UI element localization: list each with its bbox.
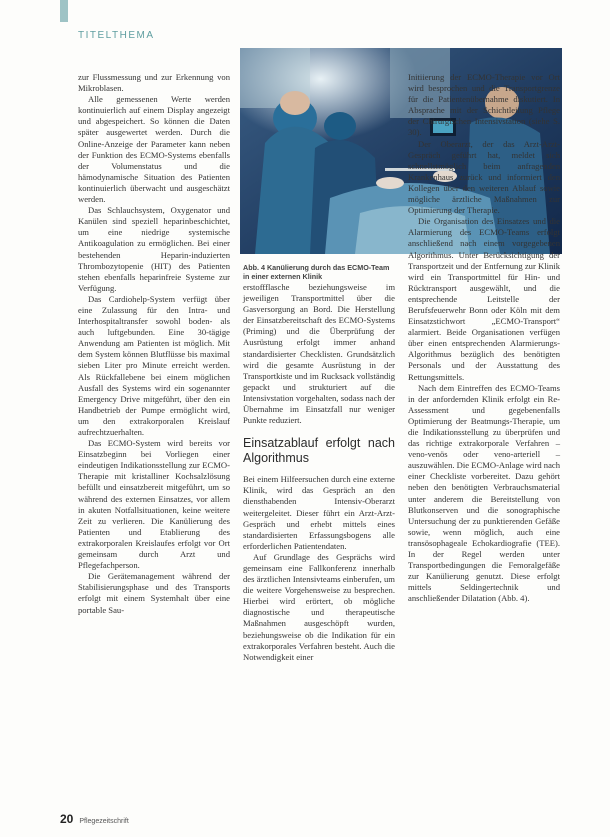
paragraph: erstoffflasche beziehungsweise im jeweiligen Transportmittel über die Gasversorgung an Bord. Die Herstellung der Einsatzbereitschaft des ECMO-Systems (Priming) und die Überprüfung der Ausrüstung erfolgt immer anhand standardisierter Checklisten. Grundsätzlich wird die gesamte Ausrüstung in der Transportkiste und im Rucksack vollständig gepackt und strukturiert auf die Intensivstation vorgehalten, sodass nach der Übernahme im Einsatzfall nur weniger Punkte reduziert.: [243, 282, 395, 426]
page-footer: [60, 812, 129, 826]
text-column-2: [243, 282, 395, 663]
paragraph: Auf Grundlage des Gesprächs wird gemeinsam eine Fallkonferenz innerhalb des ärztlichen Intensivteams einberufen, um die weitere Vorgehensweise zu besprechen. Hierbei wird erörtert, ob mögliche diagnostische und therapeutische Maßnahmen ausgeschöpft wurden, beziehungsweise ob die Indikation für ein extrakorporales Verfahren besteht. Auch die Notwendigkeit einer: [243, 551, 395, 662]
header-accent-bar: [60, 0, 68, 22]
figure-caption: Abb. 4 Kanülierung durch das ECMO-Team in einer externen Klinik: [243, 263, 390, 281]
section-heading: Einsatzablauf erfolgt nach Algorithmus: [243, 436, 395, 466]
paragraph: Die Organisation des Einsatzes und die Alarmierung des ECMO-Teams erfolgt anschließend nach einem vorgegebenen Algorithmus. Unter Berücksichtigung der Transportzeit und der Entfernung zur Klinik wird ein Transportmittel für Hin- und Rücktransport ausgewählt, und die entsprechende Leitstelle der Berufsfeuerwehr Bonn oder Köln mit dem Einsatzstichwort „ECMO-Transport“ alarmiert. Beide Organisationen verfügen über einen entsprechenden Alarmierungs-Algorithmus bezüglich des benötigten Personals und der Ausstattung des Rettungsmittels.: [408, 216, 560, 382]
paragraph: Nach dem Eintreffen des ECMO-Teams in der anfordernden Klinik erfolgt ein Re-Assessment und gegebenenfalls Optimierung der Beatmungs-Therapie, um die Indikationsstellung zu überprüfen und das richtige extrakorporale Verfahren – veno-venös oder veno-arteriell – auszuwählen. Die ECMO-Anlage wird nach einer Checkliste vorbereitet. Dazu gehört neben den benötigten Verbrauchsmaterial unter anderem die Bereitstellung von Blutkonserven und die sonographische Untersuchung der zu punktierenden Gefäße sowie, wenn möglich, auch eine transösophageale Echokardiografie (TEE). In der Regel werden unter Transportbedingungen die Femoralgefäße zur Kanülierung genutzt. Diese erfolgt mittels Seldingertechnik und anschließender Dilatation (Abb. 4).: [408, 382, 561, 604]
paragraph: Die Gerätemanagement während der Stabilisierungsphase und des Transports erfolgt mit einem Systemhalt über eine portable Sau-: [78, 571, 230, 615]
paragraph: Initiierung der ECMO-Therapie vor Ort wird besprochen und die Transportgrenze für die Patientenübernahme diskutiert. In Absprache mit der Schichtleitung Pflege der Chirurgischen Intensivstation (siehe S. 30).: [408, 72, 560, 138]
paragraph: Alle gemessenen Werte werden kontinuierlich auf einem Display angezeigt und abgespeichert. So können die Daten später ausgewertet werden. Durch die Online-Anzeige der Parameter kann neben der Funktion des ECMO-Systems ebenfalls der Volumenstatus und die hämodynamische Situation des Patienten kontinuierlich überwacht und ausgeschätzt werden.: [78, 94, 230, 205]
paragraph: zur Flussmessung und zur Erkennung von Mikroblasen.: [78, 72, 230, 94]
paragraph: Das ECMO-System wird bereits vor Einsatzbeginn bei Vorliegen einer eindeutigen Indikationsstellung zur ECMO-Therapie mit kristalliner Kochsalzlösung befüllt und einsatzbereit mitgeführt, um so während des externen Einsatzes, vor allem in akuten Notfallsituationen, keine weitere Zeit zu verlieren. Die Kanülierung des Patienten und Etablierung des extrakorporalen Kreislaufes erfolgt vor Ort gemeinsam durch Arzt und Pflegefachperson.: [78, 438, 230, 571]
header-band: [0, 0, 610, 30]
journal-name: Pflegezeitschrift: [79, 818, 129, 825]
paragraph: Das Cardiohelp-System verfügt über eine Zulassung für den Intra- und Interhospitaltransfer sowohl boden- als auch luftgebunden. Eine 30-tägige Anwendung am Patienten ist möglich. Mit dem System können Blutflüsse bis maximal sieben Liter pro Minute erreicht werden. Als Rückfallebene bei einem möglichen Ausfall des Systems wird ein sogenannter Emergency Drive mitgeführt, über den ein Handbetrieb der Pumpe ermöglicht wird, um den extrakorporalen Kreislauf aufrechtzuerhalten.: [78, 293, 230, 437]
paragraph: Das Schlauchsystem, Oxygenator und Kanülen sind speziell heparinbeschichtet, um eine niedrige systemische Antikoagulation zu ermöglichen. Bei einer bestehenden Heparin-induzierten Thrombozytopenie (HIT) des Patienten stehen ebenfalls heparinfreie Systeme zur Verfügung.: [78, 205, 230, 293]
paragraph: Der Oberarzt, der das Arzt-Arzt-Gespräch geführt hat, meldet sich schnellstmöglich beim anfragenden Krankenhaus zurück und informiert den Kollegen über den weiteren Ablauf sowie mögliche ärztliche Maßnahmen zur Optimierung der Therapie.: [408, 138, 560, 216]
text-column-3: [408, 72, 560, 605]
paragraph: Bei einem Hilfeersuchen durch eine externe Klinik, wird das Gespräch an den diensthabenden Intensiv-Oberarzt weitergeleitet. Dieser führt ein Arzt-Arzt-Gespräch und erhebt mittels eines standardisierten Erfassungsbogens alle erforderlichen Patientendaten.: [243, 474, 395, 551]
page-number: 20: [60, 812, 74, 826]
text-column-1: [78, 72, 230, 616]
section-rubric: TITELTHEMA: [78, 30, 155, 41]
